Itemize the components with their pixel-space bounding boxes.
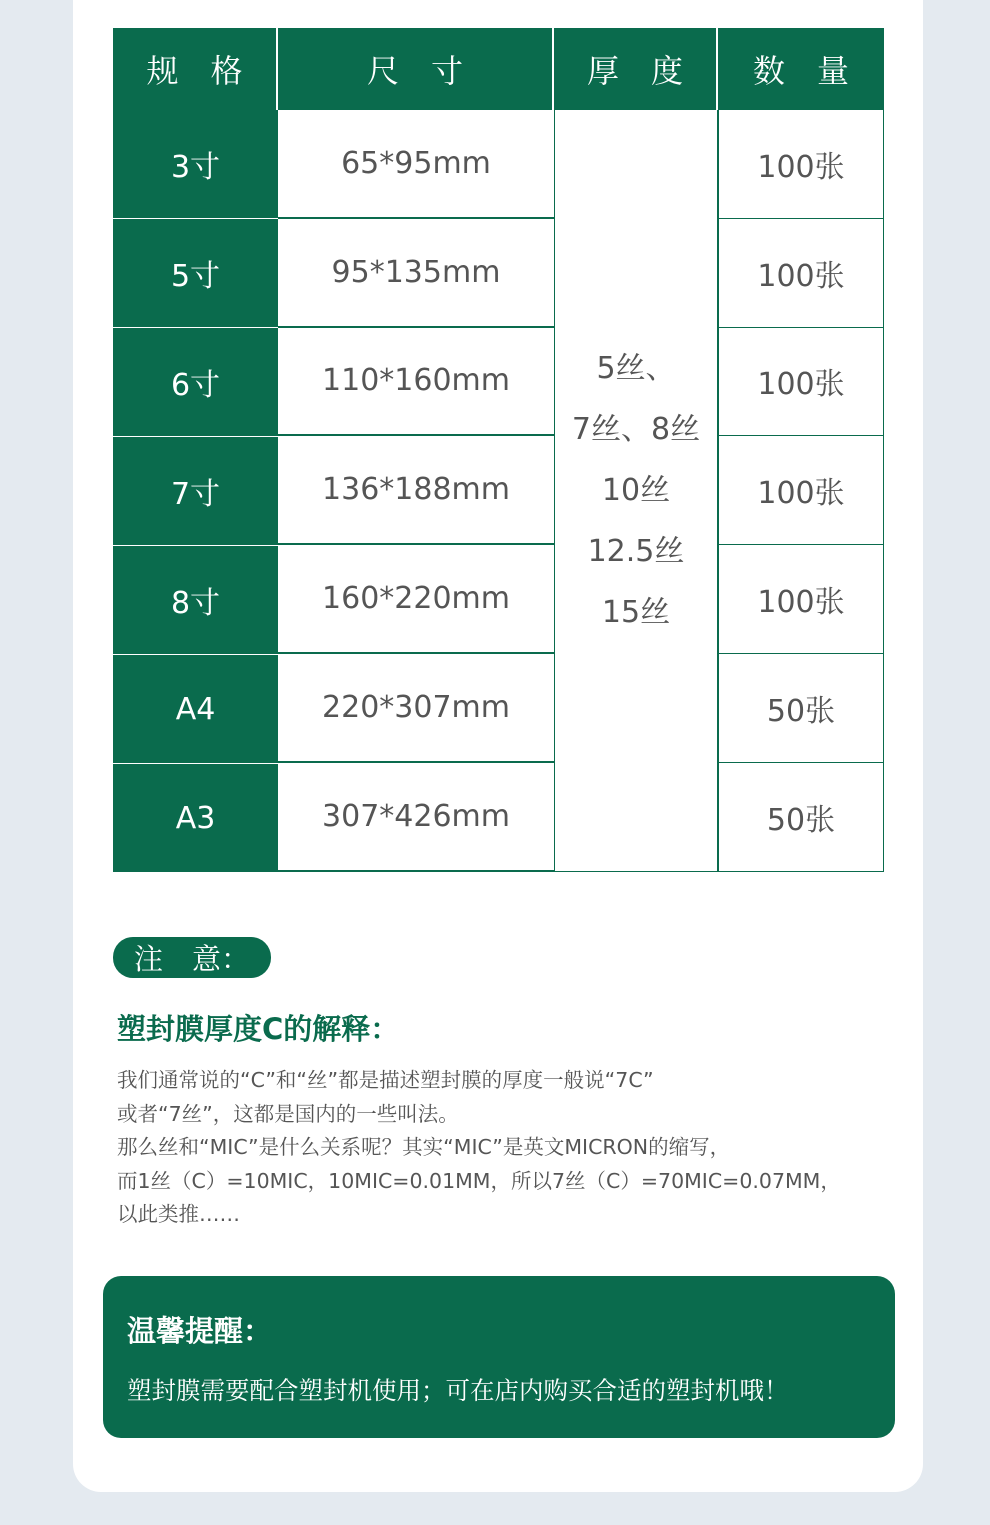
- quantity-cell: 100张: [718, 545, 884, 654]
- quantity-cell: 50张: [718, 763, 884, 872]
- spec-cell: 8寸: [113, 546, 278, 655]
- explanation-line: 我们通常说的“C”和“丝”都是描述塑封膜的厚度一般说“7C”: [117, 1068, 654, 1092]
- header-spec: 规 格: [113, 28, 278, 110]
- size-cell: 307*426mm: [278, 763, 554, 872]
- size-column: [278, 110, 554, 872]
- quantity-cell: 100张: [718, 110, 884, 219]
- explanation-line: 或者“7丝”，这都是国内的一些叫法。: [117, 1101, 459, 1126]
- header-thickness: 厚 度: [554, 28, 718, 110]
- size-cell: 136*188mm: [278, 436, 554, 545]
- explanation-title: 塑封膜厚度C的解释：: [117, 1012, 400, 1046]
- spec-cell: 3寸: [113, 110, 278, 219]
- thickness-option: 7丝、8丝: [571, 412, 701, 447]
- reminder-text: 塑封膜需要配合塑封机使用；可在店内购买合适的塑封机哦！: [127, 1376, 789, 1405]
- thickness-column: [554, 110, 718, 872]
- thickness-option: 5丝、: [596, 351, 676, 386]
- quantity-column: [718, 110, 884, 872]
- quantity-cell: 50张: [718, 654, 884, 763]
- reminder-title: 温馨提醒：: [127, 1314, 273, 1348]
- spec-cell: 6寸: [113, 328, 278, 437]
- quantity-cell: 100张: [718, 219, 884, 328]
- explanation-line: 那么丝和“MIC”是什么关系呢？其实“MIC”是英文MICRON的缩写，: [117, 1135, 731, 1159]
- size-cell: 220*307mm: [278, 654, 554, 763]
- spec-table: [113, 28, 884, 872]
- size-cell: 65*95mm: [278, 110, 554, 219]
- notice-badge: 注 意：: [113, 937, 271, 978]
- content-card: [73, 0, 923, 1492]
- spec-cell: A4: [113, 655, 278, 764]
- quantity-cell: 100张: [718, 436, 884, 545]
- quantity-cell: 100张: [718, 328, 884, 437]
- header-size: 尺 寸: [278, 28, 554, 110]
- size-cell: 160*220mm: [278, 545, 554, 654]
- thickness-option: 12.5丝: [587, 534, 685, 569]
- explanation-body: [117, 1064, 877, 1232]
- size-cell: 95*135mm: [278, 219, 554, 328]
- spec-cell: 5寸: [113, 219, 278, 328]
- explanation-line: 而1丝（C）=10MIC，10MIC=0.01MM，所以7丝（C）=70MIC=0.07MM，: [117, 1168, 841, 1193]
- reminder-box: [103, 1276, 895, 1438]
- size-cell: 110*160mm: [278, 328, 554, 437]
- header-quantity: 数 量: [718, 28, 884, 110]
- spec-cell: 7寸: [113, 437, 278, 546]
- thickness-option: 15丝: [601, 595, 671, 630]
- thickness-option: 10丝: [601, 473, 671, 508]
- explanation-line: 以此类推……: [117, 1202, 240, 1226]
- spec-cell: A3: [113, 764, 278, 872]
- spec-column: [113, 110, 278, 872]
